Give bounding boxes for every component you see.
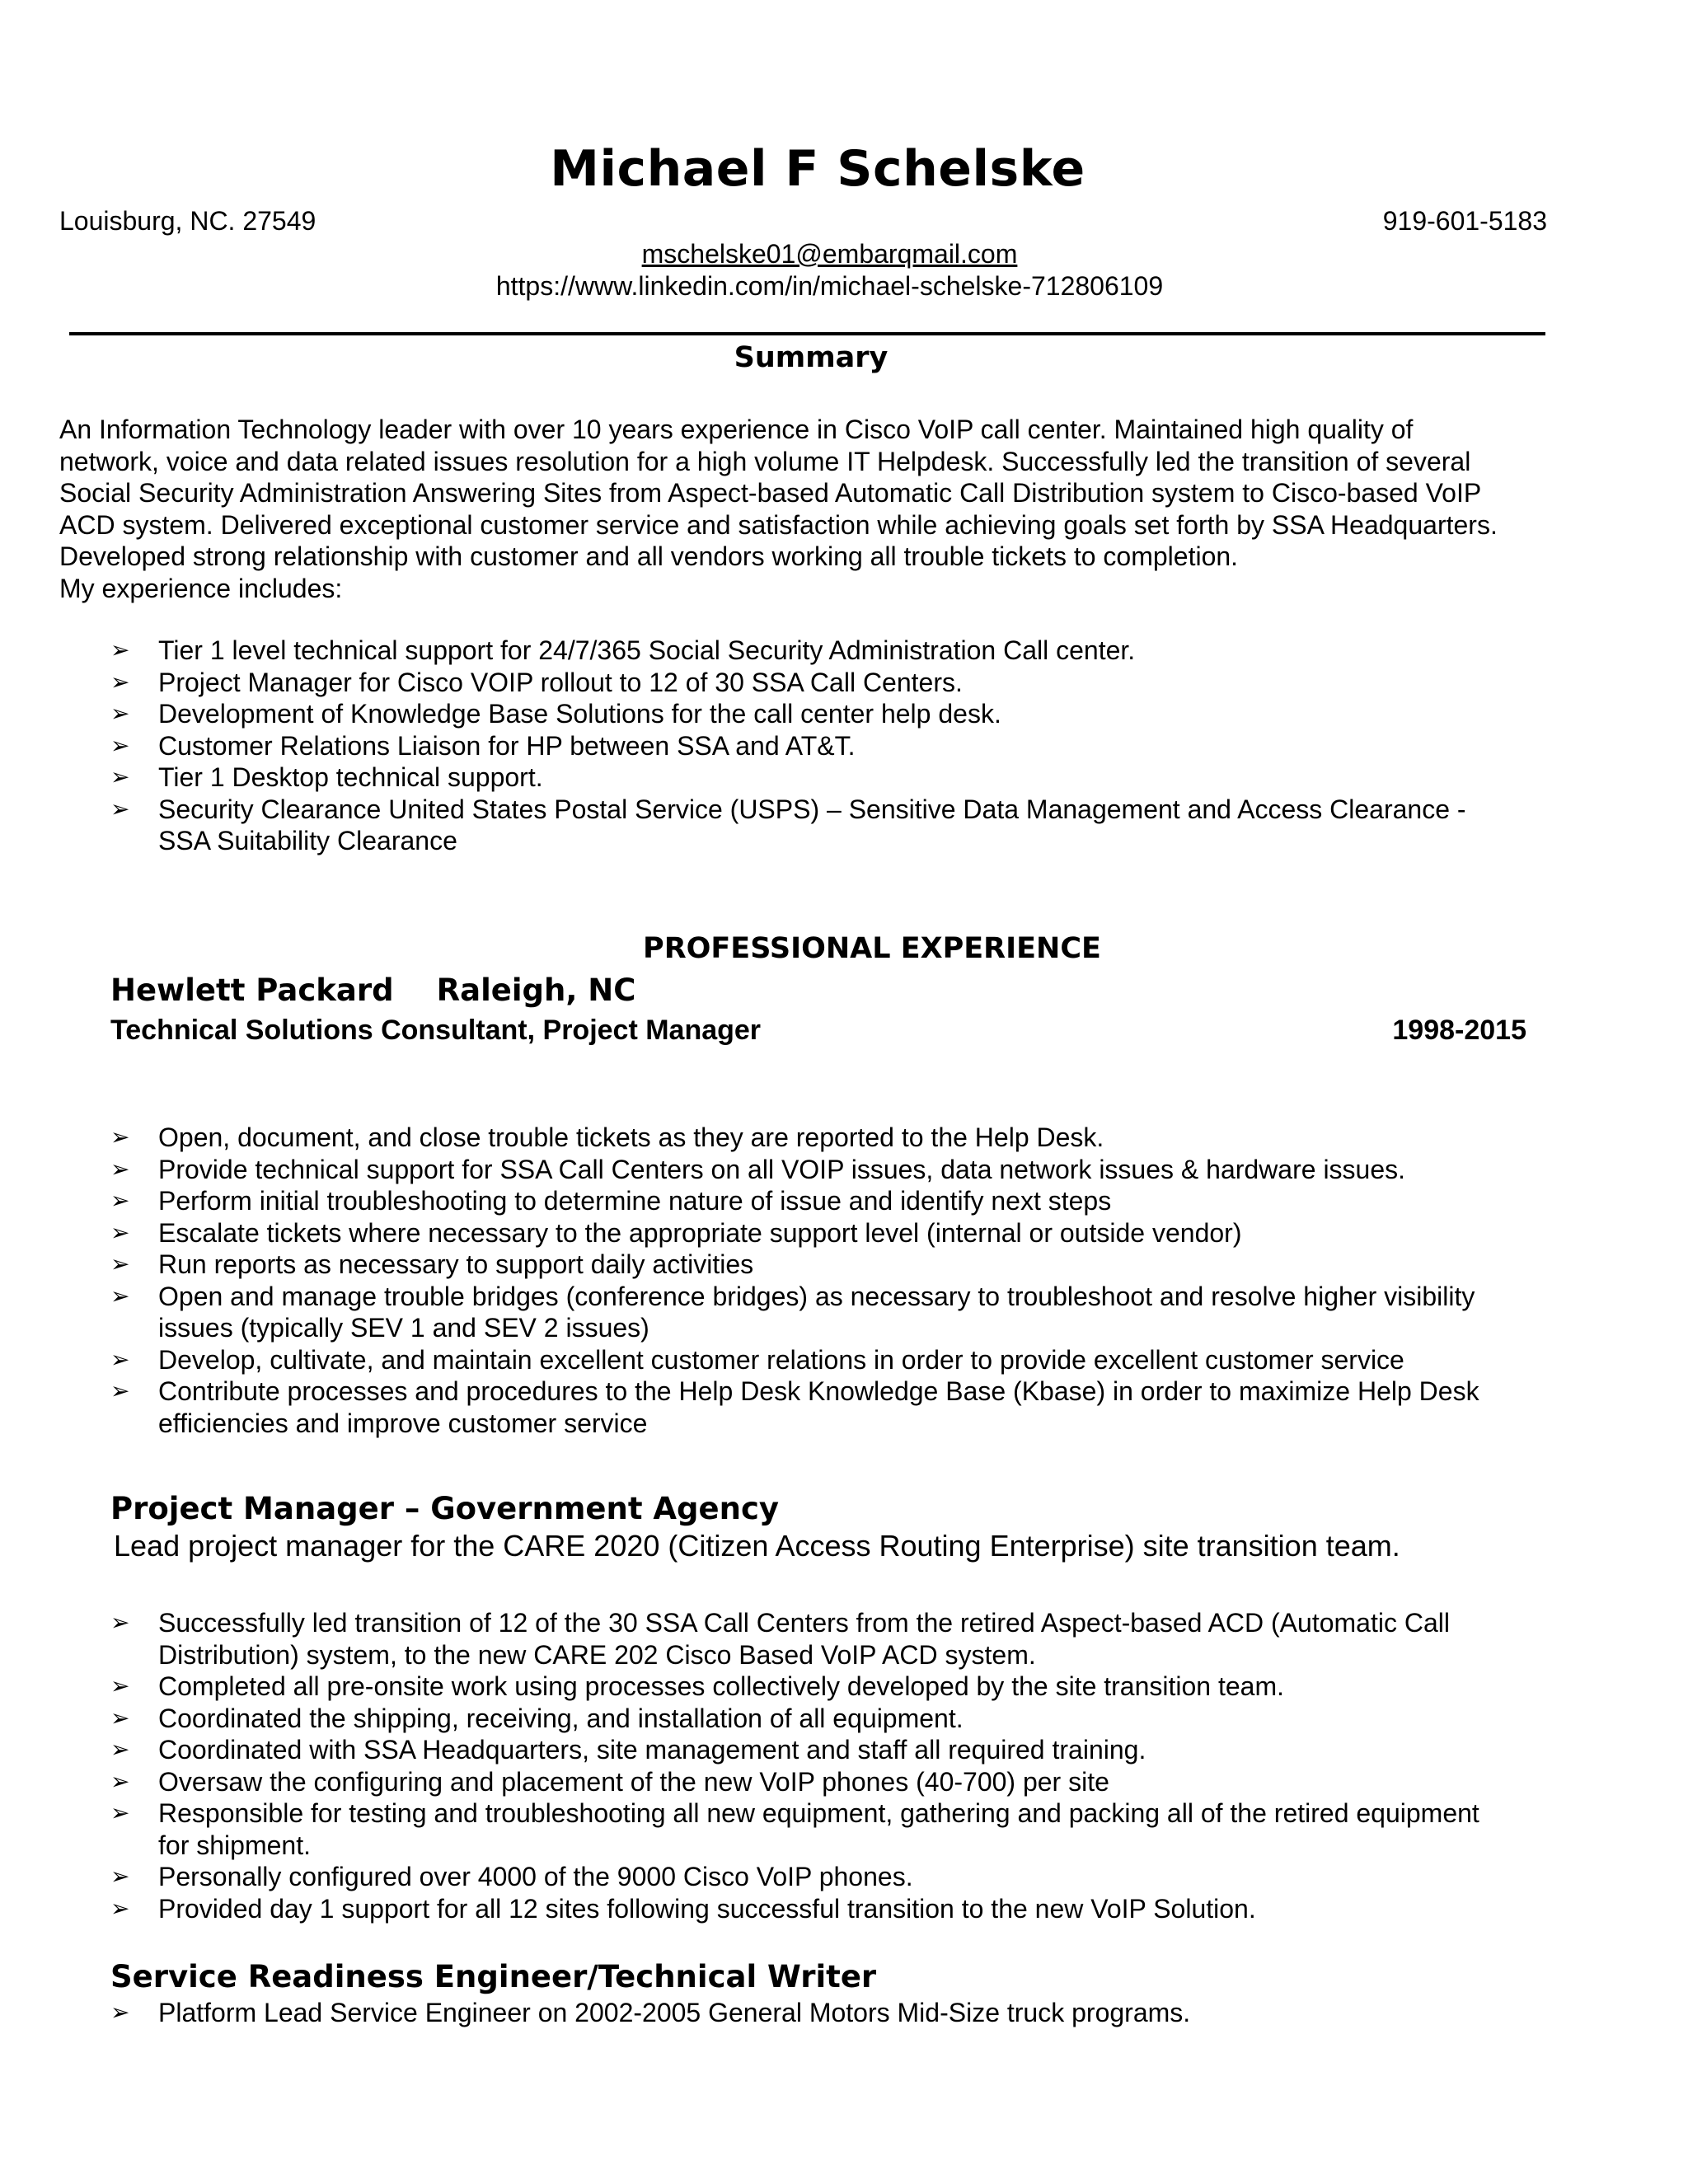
service-heading: Service Readiness Engineer/Technical Writer (110, 1959, 877, 1994)
summary-line: network, voice and data related issues resolution for a high volume IT Helpdesk. Successfully led the transition of several (59, 446, 1471, 476)
arrow-bullet-icon: ➢ (110, 1346, 130, 1372)
arrow-bullet-icon: ➢ (110, 1768, 130, 1794)
list-item: ➢ Perform initial troubleshooting to determine nature of issue and identify next steps (110, 1186, 1112, 1216)
list-item: ➢ Provide technical support for SSA Call Centers on all VOIP issues, data network issues & hardware issues. (110, 1154, 1406, 1184)
list-item: ➢ Successfully led transition of 12 of the 30 SSA Call Centers from the retired Aspect-based ACD (Automatic Call Distribution) system, to the new CARE 202 Cisco Based VoIP ACD system. (110, 1608, 1450, 1670)
arrow-bullet-icon: ➢ (110, 1251, 130, 1277)
summary-heading: Summary (734, 341, 889, 374)
service-bullet-list (59, 1997, 1576, 2029)
list-item: ➢ Coordinated with SSA Headquarters, site management and staff all required training. (110, 1735, 1146, 1765)
header-divider (69, 332, 1545, 335)
summary-paragraph (59, 414, 1576, 604)
arrow-bullet-icon: ➢ (110, 1736, 130, 1762)
list-item: ➢ Develop, cultivate, and maintain excellent customer relations in order to provide excellent customer service (110, 1344, 1404, 1375)
experience-heading: PROFESSIONAL EXPERIENCE (643, 932, 1101, 965)
arrow-bullet-icon: ➢ (110, 1124, 130, 1150)
arrow-bullet-icon: ➢ (110, 701, 130, 726)
list-item: ➢ Development of Knowledge Base Solutions for the call center help desk. (110, 699, 1001, 729)
list-item: ➢ Customer Relations Liaison for HP between SSA and AT&T. (110, 730, 856, 761)
arrow-bullet-icon: ➢ (110, 1155, 130, 1182)
list-item: ➢ Platform Lead Service Engineer on 2002-2005 General Motors Mid-Size truck programs. (110, 1998, 1191, 2027)
arrow-bullet-icon: ➢ (110, 1999, 130, 2025)
arrow-bullet-icon: ➢ (110, 1704, 130, 1731)
arrow-bullet-icon: ➢ (110, 1800, 130, 1825)
arrow-bullet-icon: ➢ (110, 1188, 130, 1213)
list-item: ➢ Tier 1 level technical support for 24/7/365 Social Security Administration Call center. (110, 635, 1136, 665)
email-link[interactable]: mschelske01@embarqmail.com (641, 239, 1018, 269)
list-item: ➢ Personally configured over 4000 of the 9000 Cisco VoIP phones. (110, 1862, 913, 1891)
linkedin-url[interactable]: https://www.linkedin.com/in/michael-schelske-712806109 (495, 271, 1164, 301)
arrow-bullet-icon: ➢ (110, 637, 130, 663)
project-lead: Lead project manager for the CARE 2020 (Citizen Access Routing Enterprise) site transition team. (114, 1529, 1400, 1563)
company-line (110, 972, 635, 1008)
list-item: ➢ Oversaw the configuring and placement of the new VoIP phones (40-700) per site (110, 1766, 1109, 1797)
list-item: ➢ Provided day 1 support for all 12 sites following successful transition to the new VoIP Solution. (110, 1893, 1256, 1924)
arrow-bullet-icon: ➢ (110, 1673, 130, 1699)
company-city: Raleigh, NC (436, 972, 636, 1008)
list-item: ➢ Responsible for testing and troubleshooting all new equipment, gathering and packing all of the retired equipment for shipment. (110, 1798, 1479, 1860)
arrow-bullet-icon: ➢ (110, 1282, 130, 1309)
arrow-bullet-icon: ➢ (110, 1610, 130, 1635)
list-item: ➢ Tier 1 Desktop technical support. (110, 762, 543, 792)
list-item: ➢ Open, document, and close trouble tickets as they are reported to the Help Desk. (110, 1122, 1104, 1152)
job-years: 1998-2015 (1392, 1015, 1526, 1046)
arrow-bullet-icon: ➢ (110, 764, 130, 790)
arrow-bullet-icon: ➢ (110, 1895, 130, 1921)
summary-line: My experience includes: (59, 573, 343, 603)
list-item: ➢ Security Clearance United States Postal Service (USPS) – Sensitive Data Management and Access Clearance - SSA Suitability Clearance (110, 794, 1466, 855)
summary-line: ACD system. Delivered exceptional customer service and satisfaction while achieving goals set forth by SSA Headquarters. (59, 509, 1498, 540)
experience-bullet-list (59, 1122, 1576, 1439)
list-item: ➢ Open and manage trouble bridges (conference bridges) as necessary to troubleshoot and resolve higher visibility issues (typically SEV 1 and SEV 2 issues) (110, 1281, 1475, 1343)
summary-line: Developed strong relationship with customer and all vendors working all trouble tickets to completion. (59, 541, 1239, 571)
job-title: Technical Solutions Consultant, Project Manager (110, 1015, 762, 1046)
summary-line: An Information Technology leader with over 10 years experience in Cisco VoIP call center. Maintained high quality of (59, 415, 1414, 444)
location: Louisburg, NC. 27549 (59, 206, 316, 236)
arrow-bullet-icon: ➢ (110, 732, 130, 758)
arrow-bullet-icon: ➢ (110, 1219, 130, 1245)
summary-bullet-list (59, 635, 1576, 857)
list-item: ➢ Contribute processes and procedures to the Help Desk Knowledge Base (Kbase) in order to maximize Help Desk efficiencies and improve customer service (110, 1376, 1479, 1438)
project-bullet-list (59, 1607, 1576, 1924)
arrow-bullet-icon: ➢ (110, 668, 130, 695)
list-item: ➢ Completed all pre-onsite work using processes collectively developed by the site transition team. (110, 1671, 1285, 1701)
phone-number: 919-601-5183 (1382, 206, 1547, 236)
candidate-name: Michael F Schelske (550, 140, 1085, 198)
arrow-bullet-icon: ➢ (110, 795, 130, 822)
company-name: Hewlett Packard (110, 972, 394, 1008)
arrow-bullet-icon: ➢ (110, 1378, 130, 1404)
list-item: ➢ Escalate tickets where necessary to the appropriate support level (internal or outside vendor) (110, 1217, 1242, 1248)
project-heading: Project Manager – Government Agency (110, 1491, 780, 1526)
arrow-bullet-icon: ➢ (110, 1863, 130, 1889)
list-item: ➢ Run reports as necessary to support daily activities (110, 1249, 754, 1279)
list-item: ➢ Project Manager for Cisco VOIP rollout to 12 of 30 SSA Call Centers. (110, 667, 963, 697)
summary-line: Social Security Administration Answering Sites from Aspect-based Automatic Call Distribution system to Cisco-based VoIP (59, 478, 1482, 508)
list-item: ➢ Coordinated the shipping, receiving, and installation of all equipment. (110, 1703, 964, 1733)
